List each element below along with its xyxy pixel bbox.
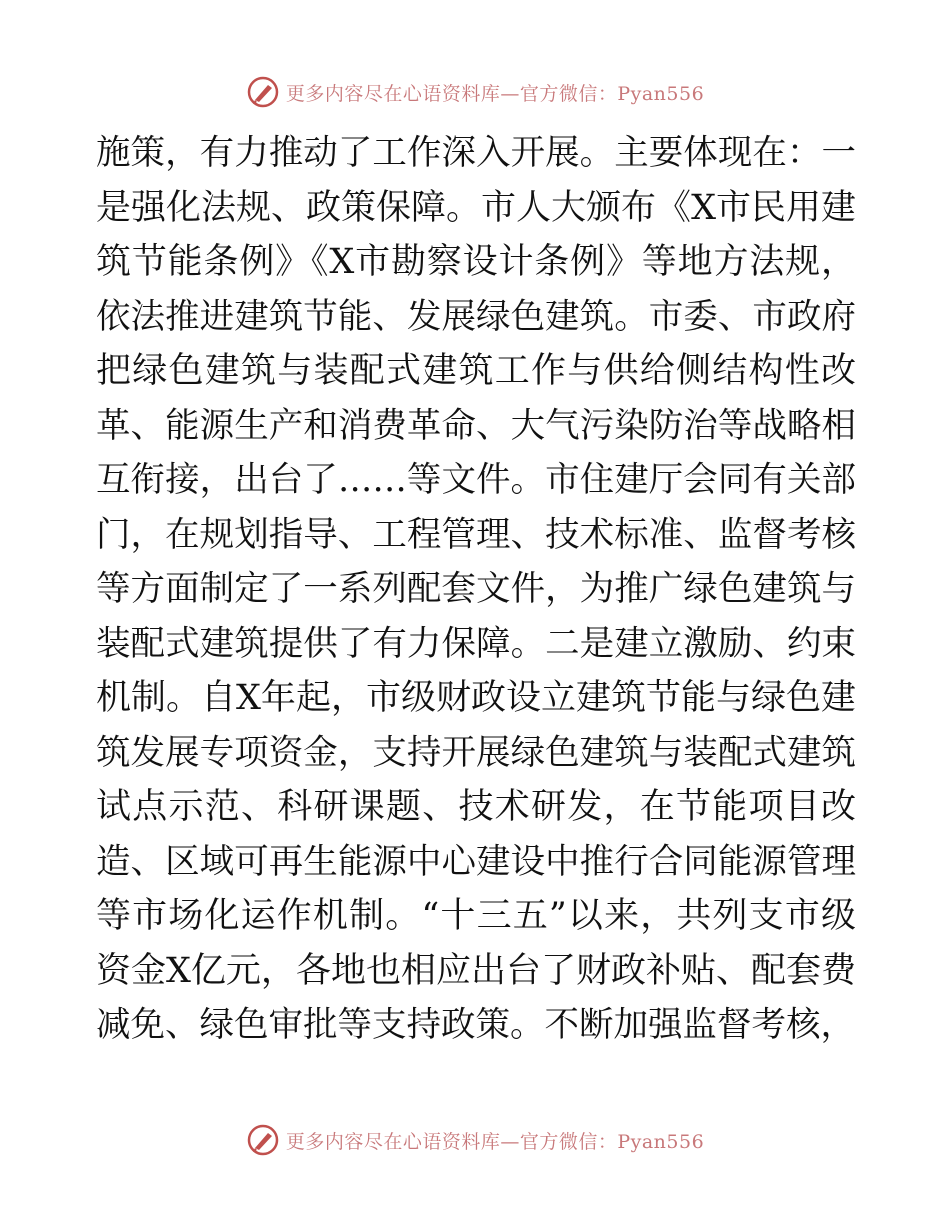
text-line: 试点示范、科研课题、技术研发，在节能项目改 bbox=[96, 787, 856, 827]
text-line: 互衔接，出台了……等文件。市住建厅会同有关部 bbox=[96, 460, 856, 500]
text-line: 革、能源生产和消费革命、大气污染防治等战略相 bbox=[96, 405, 856, 446]
text-line: 造、区域可再生能源中心建设中推行合同能源管理 bbox=[96, 841, 856, 882]
text-line: 是强化法规、政策保障。市人大颁布《X市民用建 bbox=[96, 187, 856, 228]
header-watermark-text: 更多内容尽在心语资料库—官方微信：Pyan556 bbox=[285, 82, 705, 105]
footer-watermark bbox=[0, 1120, 950, 1160]
text-line: 把绿色建筑与装配式建筑工作与供给侧结构性改 bbox=[96, 351, 856, 391]
pen-circle-logo-icon bbox=[246, 75, 280, 109]
text-line: 等方面制定了一系列配套文件，为推广绿色建筑与 bbox=[96, 569, 856, 609]
body-paragraph bbox=[96, 126, 856, 1053]
footer-watermark-text: 更多内容尽在心语资料库—官方微信：Pyan556 bbox=[285, 1130, 705, 1153]
text-line: 减免、绿色审批等支持政策。不断加强监督考核， bbox=[96, 1005, 855, 1045]
text-line: 筑节能条例》《X市勘察设计条例》等地方法规， bbox=[96, 242, 856, 282]
text-line: 等市场化运作机制。“十三五”以来，共列支市级 bbox=[96, 896, 856, 936]
text-line: 机制。自X年起，市级财政设立建筑节能与绿色建 bbox=[96, 678, 856, 718]
text-line: 装配式建筑提供了有力保障。二是建立激励、约束 bbox=[96, 623, 856, 664]
text-line: 门，在规划指导、工程管理、技术标准、监督考核 bbox=[96, 514, 856, 555]
header-watermark bbox=[0, 72, 950, 112]
text-line: 依法推进建筑节能、发展绿色建筑。市委、市政府 bbox=[96, 296, 856, 337]
text-line: 施策，有力推动了工作深入开展。主要体现在：一 bbox=[96, 133, 856, 173]
pen-circle-logo-icon bbox=[246, 1123, 280, 1157]
text-line: 筑发展专项资金，支持开展绿色建筑与装配式建筑 bbox=[96, 732, 856, 773]
text-line: 资金X亿元，各地也相应出台了财政补贴、配套费 bbox=[96, 950, 856, 991]
